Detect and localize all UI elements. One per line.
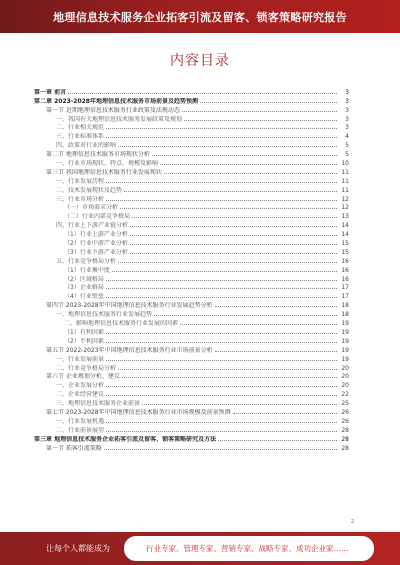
toc-entry[interactable] (34, 256, 349, 265)
footer-pill (124, 536, 374, 561)
page-number: 2 (350, 519, 354, 525)
toc-leader-dots (154, 315, 337, 316)
toc-entry[interactable] (34, 398, 349, 407)
toc-leader-dots (106, 137, 337, 138)
toc-entry-label: （3）企业格局 (64, 284, 104, 292)
toc-entry-page: 28 (341, 426, 349, 434)
toc-leader-dots (118, 146, 337, 147)
toc-entry[interactable] (34, 425, 349, 434)
toc-entry-label: 第一节 拓客引流策略 (46, 444, 102, 452)
toc-entry[interactable] (34, 194, 349, 203)
toc-entry[interactable] (34, 229, 349, 238)
toc-entry-label: （3）行业下游产业分析 (64, 248, 128, 256)
toc-entry[interactable] (34, 167, 349, 176)
toc-entry-page: 11 (341, 177, 349, 185)
toc-entry-label: 一、我国有关地理信息技术服务发展政策及规划 (56, 115, 183, 123)
toc-entry[interactable] (34, 131, 349, 140)
toc-entry-label: 五、行业竞争格局分析 (56, 257, 117, 265)
toc-leader-dots (233, 413, 337, 414)
toc-entry-page: 26 (341, 417, 349, 425)
footer-pill-text: 行业专家、管理专家、营销专家、战略专家、成功企业家…… (146, 544, 349, 553)
toc-entry-page: 18 (341, 311, 349, 319)
toc-entry-label: 三、地理信息技术服务企业前景 (56, 400, 141, 408)
toc-entry-page: 28 (341, 435, 349, 443)
toc-entry-label: 第七节 2023-2028年中国地理信息技术服务行业市场规模及前景预测 (46, 408, 231, 416)
toc-entry-page: 19 (341, 328, 349, 336)
toc-leader-dots (182, 111, 337, 112)
toc-entry-page: 5 (345, 151, 349, 159)
toc-entry-label: 一、行业发展历程 (56, 177, 105, 185)
toc-leader-dots (218, 440, 337, 441)
toc-leader-dots (184, 120, 337, 121)
toc-entry-label: （二）行业内部竞争格局 (64, 213, 131, 221)
toc-entry-label: 一、地理信息技术服务行业发展趋势 (56, 311, 153, 319)
toc-entry[interactable] (34, 114, 349, 123)
toc-entry[interactable] (34, 140, 349, 149)
toc-leader-dots (106, 386, 337, 387)
toc-entry-label: 第一节 近期地理信息技术服务行业政策及法规动态 (46, 106, 180, 114)
toc-entry[interactable] (34, 274, 349, 283)
toc-heading: 内容目录 (170, 53, 230, 69)
toc-entry-label: （2）区域格局 (64, 275, 104, 283)
toc-entry-label: 一、行业发展前景 (56, 355, 105, 363)
toc-entry-label: （4）行业壁垒 (64, 293, 104, 301)
toc-entry-page: 5 (345, 142, 349, 150)
toc-entry[interactable] (34, 96, 349, 105)
footer-banner (0, 532, 400, 565)
toc-entry[interactable] (34, 363, 349, 372)
toc-leader-dots (215, 306, 337, 307)
toc-leader-dots (118, 262, 337, 263)
toc-entry-page: 19 (341, 337, 349, 345)
toc-entry-page: 15 (341, 248, 349, 256)
toc-entry[interactable] (34, 203, 349, 212)
toc-entry[interactable] (34, 185, 349, 194)
toc-entry-page: 26 (341, 408, 349, 416)
toc-entry[interactable] (34, 443, 349, 452)
toc-leader-dots (215, 351, 337, 352)
toc-entry[interactable] (34, 105, 349, 114)
toc-entry-label: （1）行业集中度 (64, 266, 110, 274)
toc-leader-dots (164, 173, 337, 174)
toc-entry[interactable] (34, 283, 349, 292)
footer-slogan: 让每个人都能成为 (46, 544, 110, 553)
toc-entry-page: 20 (341, 364, 349, 372)
toc-entry[interactable] (34, 87, 349, 96)
toc-entry-label: 第六节 企业规划分析、建议 (46, 373, 120, 381)
toc-entry-page: 18 (341, 302, 349, 310)
toc-leader-dots (106, 422, 337, 423)
toc-leader-dots (112, 271, 337, 272)
toc-entry-label: （2）不利因素 (64, 337, 104, 345)
toc-leader-dots (130, 244, 337, 245)
toc-leader-dots (130, 226, 337, 227)
toc-entry[interactable] (34, 416, 349, 425)
toc-leader-dots (200, 102, 337, 103)
toc-entry[interactable] (34, 434, 349, 443)
toc-leader-dots (106, 360, 337, 361)
toc-entry[interactable] (34, 300, 349, 309)
toc-entry[interactable] (34, 336, 349, 345)
toc-entry-page: 19 (341, 320, 349, 328)
toc-entry[interactable] (34, 176, 349, 185)
toc-leader-dots (106, 128, 337, 129)
toc-entry-page: 12 (341, 204, 349, 212)
toc-leader-dots (142, 404, 337, 405)
toc-entry-label: 一、企业发展分析 (56, 382, 105, 390)
toc-entry-label: （1）行业上游产业分析 (64, 231, 128, 239)
toc-entry[interactable] (34, 407, 349, 416)
header-banner (0, 0, 400, 33)
toc-entry-label: 三、行业标准体系 (56, 133, 105, 141)
toc-leader-dots (68, 93, 337, 94)
toc-entry-label: （2）行业中游产业分析 (64, 240, 128, 248)
toc-entry[interactable] (34, 345, 349, 354)
toc-entry[interactable] (34, 220, 349, 229)
toc-entry-label: 二、行业相关规范 (56, 124, 105, 132)
toc-entry[interactable] (34, 211, 349, 220)
toc-entry[interactable] (34, 354, 349, 363)
toc-leader-dots (180, 324, 337, 325)
toc-entry-page: 19 (341, 346, 349, 354)
toc-entry-page: 3 (345, 88, 349, 96)
toc-leader-dots (130, 235, 337, 236)
toc-entry-label: 第三节 我国地理信息技术服务行业发展现状 (46, 168, 162, 176)
toc-entry-page: 16 (341, 266, 349, 274)
toc-entry-label: 二、行业前景展望 (56, 426, 105, 434)
toc-entry-page: 19 (341, 355, 349, 363)
toc-leader-dots (124, 191, 337, 192)
toc-entry-page: 20 (341, 382, 349, 390)
toc-entry-label: （一）市场需求分析 (64, 204, 119, 212)
toc-entry-page: 10 (341, 160, 349, 168)
toc-entry-page: 12 (341, 195, 349, 203)
toc-entry-label: 二、企业经营建议 (56, 391, 105, 399)
toc-leader-dots (122, 377, 337, 378)
toc-leader-dots (106, 182, 337, 183)
toc-entry[interactable] (34, 309, 349, 318)
toc-entry[interactable] (34, 158, 349, 167)
toc-entry[interactable] (34, 149, 349, 158)
toc-entry-page: 15 (341, 240, 349, 248)
toc-entry-page: 11 (341, 186, 349, 194)
toc-leader-dots (106, 395, 337, 396)
toc-leader-dots (160, 164, 337, 165)
toc-entry-page: 17 (341, 293, 349, 301)
toc-leader-dots (106, 280, 337, 281)
toc-entry-label: 一、行业市场现状、特点、规模及影响 (56, 160, 159, 168)
toc-entry[interactable] (34, 380, 349, 389)
toc-entry-page: 14 (341, 231, 349, 239)
toc-entry-page: 20 (341, 373, 349, 381)
toc-entry-page: 13 (341, 213, 349, 221)
toc-entry-label: 二、技术发展现状及趋势 (56, 186, 123, 194)
toc-leader-dots (106, 333, 337, 334)
toc-entry[interactable] (34, 123, 349, 132)
toc-entry-page: 3 (345, 115, 349, 123)
toc-leader-dots (118, 369, 337, 370)
toc-entry[interactable] (34, 247, 349, 256)
toc-entry-page: 3 (345, 97, 349, 105)
toc-leader-dots (106, 288, 337, 289)
toc-leader-dots (120, 208, 337, 209)
toc-entry-page: 28 (341, 444, 349, 452)
toc-leader-dots (106, 342, 337, 343)
toc-entry-page: 3 (345, 106, 349, 114)
toc-entry-label: 三、行业市场分析 (56, 195, 105, 203)
toc-entry[interactable] (34, 265, 349, 274)
toc-entry-page: 22 (341, 391, 349, 399)
toc-leader-dots (106, 297, 337, 298)
toc-entry-label: 二、影响地理信息技术服务行业发展的因素 (64, 320, 179, 328)
toc-entry-label: 第一章 前言 (34, 88, 67, 96)
toc-entry[interactable] (34, 372, 349, 381)
toc-entry[interactable] (34, 389, 349, 398)
toc-leader-dots (152, 155, 337, 156)
toc-entry[interactable] (34, 238, 349, 247)
toc-leader-dots (104, 449, 337, 450)
toc-leader-dots (132, 217, 337, 218)
toc-entry-label: 二、行业竞争格局分析 (56, 364, 117, 372)
toc-entry-page: 17 (341, 284, 349, 292)
report-title: 地理信息技术服务企业拓客引流及留客、锁客策略研究报告 (53, 11, 347, 24)
toc-leader-dots (130, 253, 337, 254)
toc-entry-label: 第五节 2022-2023年中国地理信息技术服务行业市场前景分析 (46, 346, 213, 354)
toc-entry-page: 16 (341, 275, 349, 283)
toc-leader-dots (106, 200, 337, 201)
table-of-contents (34, 87, 349, 452)
toc-entry-label: 四、政策对行业的影响 (56, 142, 117, 150)
toc-entry-label: 第二章 2023-2028年地理信息技术服务市场前景及趋势预测 (34, 97, 198, 105)
toc-entry-page: 4 (345, 133, 349, 141)
toc-entry-page: 25 (341, 400, 349, 408)
toc-entry[interactable] (34, 327, 349, 336)
toc-entry-page: 11 (341, 168, 349, 176)
toc-entry-label: 第三章 地理信息技术服务企业拓客引流及留客、锁客策略研究及方法 (34, 435, 217, 443)
toc-entry-label: 四、行业上下游产业链分析 (56, 222, 129, 230)
toc-entry-page: 16 (341, 257, 349, 265)
toc-entry[interactable] (34, 291, 349, 300)
toc-entry-label: 第四节 2023-2028年中国地理信息技术服务行业发展趋势分析 (46, 302, 213, 310)
toc-leader-dots (106, 431, 337, 432)
toc-entry-label: 第二节 地理信息技术服务市场现状分析 (46, 151, 150, 159)
toc-entry-label: 一、行业发展机遇 (56, 417, 105, 425)
toc-entry-label: （1）有利因素 (64, 328, 104, 336)
toc-entry[interactable] (34, 318, 349, 327)
toc-entry-page: 3 (345, 124, 349, 132)
toc-entry-page: 14 (341, 222, 349, 230)
